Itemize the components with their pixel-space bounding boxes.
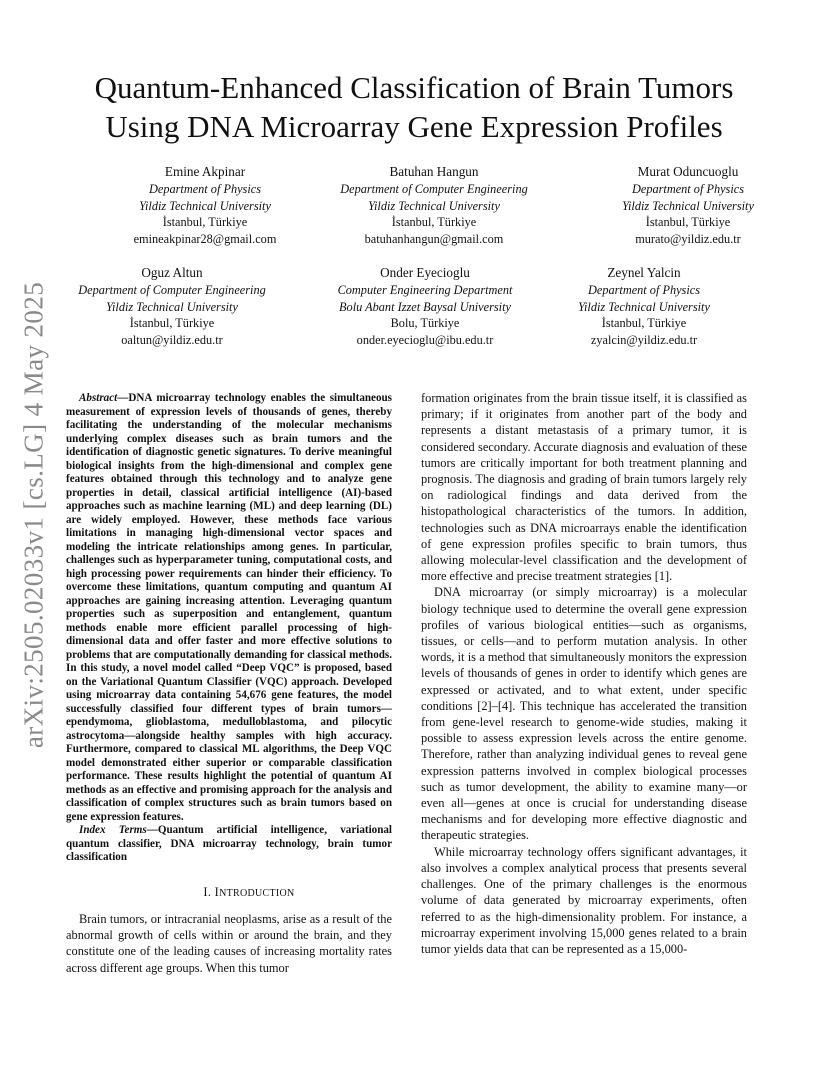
author-email: zyalcin@yildiz.edu.tr xyxy=(590,333,698,348)
index-terms-label: Index Terms xyxy=(79,824,147,836)
author-email: batuhanhangun@gmail.com xyxy=(364,232,504,247)
author-block xyxy=(85,164,325,248)
author-block xyxy=(305,265,545,349)
author-department: Department of Computer Engineering xyxy=(78,282,266,297)
index-terms xyxy=(66,824,392,865)
section-title-rest: NTRODUCTION xyxy=(219,888,295,899)
author-block xyxy=(524,265,764,349)
arxiv-identifier: arXiv:2505.02033v1 [cs.LG] 4 May 2025 xyxy=(18,281,49,749)
author-email: onder.eyecioglu@ibu.edu.tr xyxy=(356,333,494,348)
right-column xyxy=(421,390,747,957)
author-university: Yildiz Technical University xyxy=(106,299,238,314)
author-email: oaltun@yildiz.edu.tr xyxy=(121,333,223,348)
author-city: İstanbul, Türkiye xyxy=(129,316,215,331)
author-city: İstanbul, Türkiye xyxy=(645,215,731,230)
author-name: Murat Oduncuoglu xyxy=(637,164,739,179)
abstract-label: Abstract xyxy=(79,392,118,404)
section-heading xyxy=(86,885,412,900)
author-email: murato@yildiz.edu.tr xyxy=(635,232,741,247)
author-department: Department of Physics xyxy=(631,181,745,196)
author-block xyxy=(568,164,808,248)
author-department: Department of Physics xyxy=(148,181,262,196)
body-paragraph-1: formation originates from the brain tissue itself, it is classified as primary; if it originates from another part of the body and represents a distant metastasis of a primary tumor, it is considered secondary. Accurate diagnosis and evaluation of these tumors are critically important for both treatment planning and prognosis. The diagnosis and grading of brain tumors largely rely on radiological findings and data derived from the histopathological characteristics of the tumors. In addition, technologies such as DNA microarrays enable the identification of gene expression profiles specific to brain tumors, thus allowing molecular-level classification and the development of more effective and precise treatment strategies [1]. xyxy=(421,391,747,584)
author-email: emineakpinar28@gmail.com xyxy=(133,232,277,247)
author-department: Department of Computer Engineering xyxy=(340,181,528,196)
author-department: Computer Engineering Department xyxy=(337,282,513,297)
author-city: İstanbul, Türkiye xyxy=(601,316,687,331)
index-terms-text: —Quantum artificial intelligence, variational quantum classifier, DNA microarray technology, brain tumor classification xyxy=(66,824,393,863)
author-city: İstanbul, Türkiye xyxy=(391,215,477,230)
author-department: Department of Physics xyxy=(587,282,701,297)
body-paragraph-3: While microarray technology offers significant advantages, it also involves a complex analytical process that presents several challenges. One of the primary challenges is the enormous volume of data generated by microarray experiments, often referred to as the high-dimensionality problem. For instance, a microarray experiment involving 15,000 genes related to a brain tumor yields data that can be represented as a 15,000- xyxy=(421,844,747,956)
author-name: Emine Akpinar xyxy=(164,164,246,179)
section-initial: I xyxy=(214,885,220,899)
author-university: Yildiz Technical University xyxy=(139,198,271,213)
author-university: Bolu Abant Izzet Baysal University xyxy=(339,299,511,314)
paper-title xyxy=(40,68,788,146)
left-column xyxy=(66,392,392,865)
section-number: I. xyxy=(203,885,215,899)
title-line-1: Quantum-Enhanced Classification of Brain Tumors xyxy=(94,70,734,105)
body-paragraph-2: DNA microarray (or simply microarray) is a molecular biology technique used to determine the overall gene expression profiles of various biological entities—such as organisms, tissues, or cells—and to perform mutation analysis. In other words, it is a method that simultaneously monitors the expression levels of thousands of genes in order to identify which genes are expressed or activated, and to what extent, under specific conditions [2]–[4]. This technique has accelerated the transition from gene-level research to genome-wide studies, making it possible to assess expression levels across the entire genome. Therefore, rather than analyzing individual genes to reveal gene expression patterns involved in complex biological processes such as tumor development, the ability to examine many—or even all—genes at once is crucial for understanding disease mechanisms and for developing more effective diagnostic and therapeutic strategies. xyxy=(421,585,747,843)
author-name: Oguz Altun xyxy=(141,265,203,280)
author-university: Yildiz Technical University xyxy=(578,299,710,314)
author-name: Zeynel Yalcin xyxy=(607,265,681,280)
author-name: Onder Eyecioglu xyxy=(380,265,470,280)
author-city: İstanbul, Türkiye xyxy=(162,215,248,230)
author-university: Yildiz Technical University xyxy=(622,198,754,213)
author-name: Batuhan Hangun xyxy=(389,164,479,179)
intro-paragraph-left xyxy=(66,911,392,976)
intro-paragraph-1: Brain tumors, or intracranial neoplasms, arise as a result of the abnormal growth of cells within or around the brain, and they constitute one of the leading causes of increasing mortality rates across different age groups. When this tumor xyxy=(66,912,392,975)
arxiv-sidebar-stamp xyxy=(14,281,54,749)
author-block xyxy=(314,164,554,248)
abstract xyxy=(66,392,392,824)
title-line-2: Using DNA Microarray Gene Expression Profiles xyxy=(105,109,723,144)
author-block xyxy=(52,265,292,349)
abstract-text: —DNA microarray technology enables the simultaneous measurement of expression levels of thousands of genes, thereby facilitating the understanding of the molecular mechanisms underlying complex diseases such as brain tumors and the identification of diagnostic genetic signatures. To derive meaningful biological insights from the high-dimensional and complex gene features obtained through this technology and to analyze gene properties in detail, classical artificial intelligence (AI)-based approaches such as machine learning (ML) and deep learning (DL) are widely employed. However, these methods face various limitations in managing high-dimensional vector spaces and modeling the intricate relationships among genes. In particular, challenges such as hyperparameter tuning, computational costs, and high processing power requirements can hinder their efficiency. To overcome these limitations, quantum computing and quantum AI approaches are gaining increasing attention. Leveraging quantum properties such as superposition and entanglement, quantum methods enable more efficient parallel processing of high-dimensional data and offer faster and more effective solutions to problems that are computationally demanding for classical methods. In this study, a novel model called “Deep VQC” is proposed, based on the Variational Quantum Classifier (VQC) approach. Developed using microarray data containing 54,676 gene features, the model successfully classified four different types of brain tumors—ependymoma, glioblastoma, medulloblastoma, and pilocytic astrocytoma—alongside healthy samples with high accuracy. Furthermore, compared to classical ML algorithms, the Deep VQC model demonstrated either superior or comparable classification performance. These results highlight the potential of quantum AI methods as an effective and promising approach for the analysis and classification of complex structures such as brain tumors based on gene expression features. xyxy=(66,392,392,823)
author-university: Yildiz Technical University xyxy=(368,198,500,213)
author-city: Bolu, Türkiye xyxy=(390,316,460,331)
